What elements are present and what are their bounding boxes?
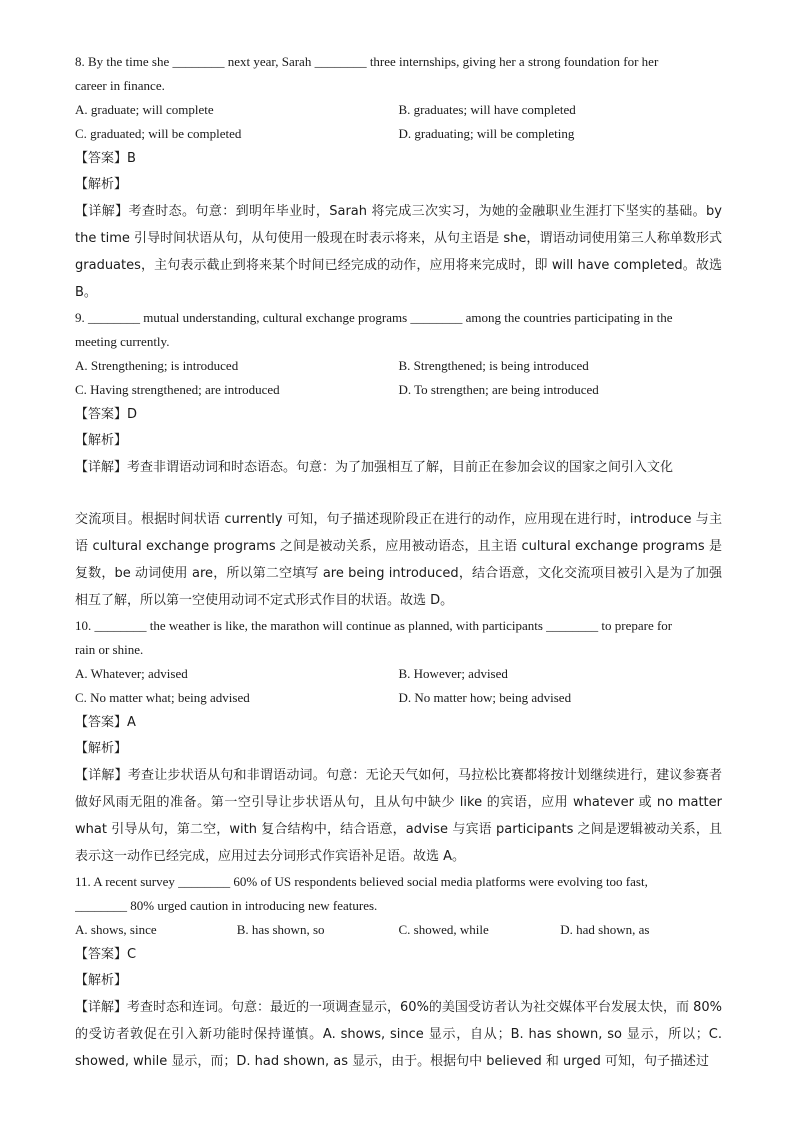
answer-label: 【答案】 [75,407,128,422]
option-a: A. Strengthening; is introduced [75,358,239,373]
option-a: A. graduate; will complete [75,102,214,117]
option-a: A. Whatever; advised [75,666,188,681]
option-b: B. has shown, so [236,922,325,937]
detail-label: 【详解】 [75,460,128,475]
question-9 [75,306,722,614]
question-10-stem-line-2: rain or shine. [75,642,144,657]
question-10-analysis-label: 【解析】 [75,741,128,756]
detail-label: 【详解】 [75,768,128,783]
question-11-stem-line-1: 11. A recent survey ________ 60% of US respondents believed social media platforms were evolving too fast, [75,874,648,889]
question-9-stem-line-1: 9. ________ mutual understanding, cultural exchange programs ________ among the countries participating in the [75,310,673,325]
detail-text: 考查时态。句意：到明年毕业时，Sarah 将完成三次实习，为她的金融职业生涯打下坚实的基础。by the time 引导时间状语从句，从句使用一般现在时表示将来，从句主语是 she，谓语动词使用第三人称单数形式 graduates，主句表示截止到将来某个时间已经完成的动作，应用将来完成时，即 will have completed。故选 B。 [75,204,722,300]
question-11-answer [75,942,722,968]
question-10-stem-line-1: 10. ________ the weather is like, the marathon will continue as planned, with participants ________ to prepare for [75,618,673,633]
detail-text: 考查非谓语动词和时态语态。句意：为了加强相互了解，目前正在参加会议的国家之间引入文化 [127,460,674,475]
question-10-answer [75,710,722,736]
option-b: B. However; advised [398,666,508,681]
option-c: C. No matter what; being advised [75,690,250,705]
option-b: B. Strengthened; is being introduced [398,358,589,373]
answer-value: B [127,151,136,166]
question-9-options-row-2 [75,378,722,402]
question-8-stem-line-1: 8. By the time she ________ next year, Sarah ________ three internships, giving her a strong foundation for her [75,54,659,69]
option-a: A. shows, since [75,922,157,937]
question-10-options-row-2 [75,686,722,710]
question-8-analysis-label: 【解析】 [75,177,128,192]
question-11 [75,870,722,1075]
question-11-options-row [75,918,722,942]
question-11-detail [75,994,722,1075]
detail-text: 考查时态和连词。句意：最近的一项调查显示，60%的美国受访者认为社交媒体平台发展太快，而 80%的受访者敦促在引入新功能时保持谨慎。A. shows, since 显示，自从；B. has shown, so 显示，所以；C. showed, while 显示，而；D. had shown, as 显示，由于。根据句中 believed 和 urged 可知，句子描述过 [75,1000,722,1069]
question-8-options-row-2 [75,122,722,146]
question-8-options-row-1 [75,98,722,122]
answer-value: A [127,715,136,730]
question-9-stem-line-2: meeting currently. [75,334,170,349]
question-8-detail [75,198,722,306]
answer-value: D [127,407,138,422]
answer-label: 【答案】 [75,947,128,962]
question-9-detail-part-2: 交流项目。根据时间状语 currently 可知，句子描述现阶段正在进行的动作，应用现在进行时，introduce 与主语 cultural exchange programs 之间是被动关系，应用被动语态，且主语 cultural exchange programs 是复数，be 动词使用 are，所以第二空填写 are being introduced，结合语意，文化交流项目被引入是为了加强相互了解，所以第一空使用动词不定式形式作目的状语。故选 D。 [75,512,722,608]
question-11-stem-line-2: ________ 80% urged caution in introducing new features. [75,898,378,913]
answer-value: C [127,947,137,962]
option-c: C. Having strengthened; are introduced [75,382,280,397]
answer-label: 【答案】 [75,151,128,166]
answer-label: 【答案】 [75,715,128,730]
detail-label: 【详解】 [75,1000,128,1015]
question-9-options-row-1 [75,354,722,378]
detail-text: 考查让步状语从句和非谓语动词。句意：无论天气如何，马拉松比赛都将按计划继续进行，建议参赛者做好风雨无阻的准备。第一空引导让步状语从句，且从句中缺少 like 的宾语，应用 whatever 或 no matter what 引导从句，第二空，with 复合结构中，结合语意，advise 与宾语 participants 之间是逻辑被动关系，且表示这一动作已经完成，应用过去分词形式作宾语补足语。故选 A。 [75,768,722,864]
option-d: D. had shown, as [560,922,650,937]
option-c: C. graduated; will be completed [75,126,242,141]
option-d: D. No matter how; being advised [398,690,572,705]
question-8-answer [75,146,722,172]
question-11-analysis-label: 【解析】 [75,973,128,988]
question-9-detail-part-1 [75,454,722,481]
question-10-detail [75,762,722,870]
question-10 [75,614,722,870]
question-9-analysis-label: 【解析】 [75,433,128,448]
option-c: C. showed, while [398,922,489,937]
detail-label: 【详解】 [75,204,129,219]
option-b: B. graduates; will have completed [398,102,576,117]
document-page [75,50,722,1075]
option-d: D. To strengthen; are being introduced [398,382,599,397]
question-10-options-row-1 [75,662,722,686]
option-d: D. graduating; will be completing [398,126,575,141]
question-8 [75,50,722,306]
question-9-answer [75,402,722,428]
question-8-stem-line-2: career in finance. [75,78,165,93]
